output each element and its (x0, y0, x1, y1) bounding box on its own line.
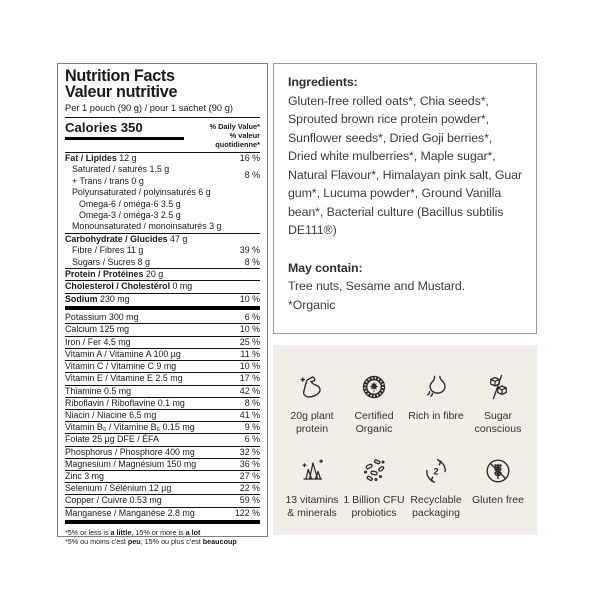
nutrient-row-thiamine: Thiamine 0.5 mg 42 % (65, 385, 260, 396)
gluten-free-icon (482, 455, 514, 487)
nutrient-row-cholesterol: Cholesterol / Cholestérol 0 mg (65, 281, 193, 292)
may-contain-heading: May contain: (288, 260, 363, 275)
badge-vitamins-minerals (281, 455, 343, 519)
ingredients-heading: Ingredients: (288, 75, 358, 89)
thick-divider (65, 520, 260, 524)
badge-plant-protein (281, 371, 343, 435)
daily-value-header-fr: % valeur quotidienne* (215, 131, 260, 149)
badge-certified-organic (343, 371, 405, 435)
nutrition-facts-label (57, 63, 268, 547)
nutrient-row-vitamin-b6: Vitamin B₆ / Vitamine B₆ 0.15 mg 9 % (65, 422, 260, 433)
badge-sugar-conscious (467, 371, 529, 435)
nutrient-row-carbohydrate: Carbohydrate / Glucides 47 g (65, 233, 188, 244)
ingredients-box (273, 63, 537, 334)
nutrient-row-vitamin-e: Vitamin E / Vitamine E 2.5 mg 17 % (65, 373, 260, 384)
nutrient-row-selenium: Selenium / Sélénium 12 µg 22 % (65, 483, 260, 494)
badge-label: Recyclable packaging (410, 494, 462, 519)
nutrient-row-protein: Protein / Protéines 20 g (65, 269, 164, 280)
nutrient-row-zinc: Zinc 3 mg 27 % (65, 470, 260, 481)
nutrient-row-potassium: Potassium 300 mg 6 % (65, 312, 260, 323)
nutrient-row-riboflavin: Riboflavin / Riboflavine 0.1 mg 8 % (65, 397, 260, 408)
nutrient-row-copper: Copper / Cuivre 0.53 mg 59 % (65, 495, 260, 506)
badge-label: 20g plant protein (290, 410, 334, 435)
nutrient-row-niacin: Niacin / Niacine 6.5 mg 41 % (65, 409, 260, 420)
nutrient-row-manganese: Manganese / Manganèse 2.8 mg 122 % (65, 507, 260, 518)
micronutrients-section (65, 312, 260, 518)
daily-value-header-en: % Daily Value* (209, 122, 260, 131)
footnote (65, 526, 260, 547)
badge-recyclable-packaging (405, 455, 467, 519)
nutrient-row-folate: Folate 25 µg DFE / ÉFA 6 % (65, 434, 260, 445)
footnote-fr: *5% ou moins c'est peu, 15% ou plus c'est beaucoup (65, 537, 237, 547)
badge-label: Rich in fibre (408, 410, 464, 422)
badge-probiotics (343, 455, 405, 519)
nutrient-row-omega6: Omega-6 / oméga-6 3.5 g (79, 198, 181, 209)
may-contain-list: Tree nuts, Sesame and Mustard. (288, 279, 465, 293)
sugar-cubes-icon (482, 371, 514, 403)
calories-row (65, 118, 260, 152)
badge-label: 13 vitamins & minerals (285, 494, 339, 519)
serving-size: Per 1 pouch (90 g) / pour 1 sachet (90 g) (65, 103, 233, 113)
footnote-en: *5% or less is a little, 15% or more is a lot (65, 527, 201, 537)
nutrient-row-sodium: Sodium 230 mg 10 % (65, 293, 260, 304)
nutrient-row-iron: Iron / Fer 4.5 mg 25 % (65, 336, 260, 347)
nutrient-row-omega3: Omega-3 / oméga-3 2.5 g (79, 210, 181, 221)
svg-text:2: 2 (433, 466, 439, 478)
bicep-icon (296, 371, 328, 403)
thick-divider (65, 306, 260, 310)
badge-label: Sugar conscious (474, 410, 522, 435)
stomach-icon (420, 371, 452, 403)
nutrient-row-calcium: Calcium 125 mg 10 % (65, 324, 260, 335)
nutrient-row-phosphorus: Phosphorus / Phosphore 400 mg 32 % (65, 446, 260, 457)
calories-value: Calories 350 (65, 121, 184, 140)
nutrient-row-sugars: Sugars / Sucres 8 g 8 % (72, 256, 260, 267)
nutrient-row-polyunsaturated: Polyunsaturated / polyinsaturés 6 g (72, 187, 211, 198)
nutrition-facts-subtitle: Valeur nutritive (65, 82, 178, 101)
nutrient-row-vitamin-c: Vitamin C / Vitamine C 9 mg 10 % (65, 361, 260, 372)
badge-gluten-free (467, 455, 529, 519)
ingredients-list: Gluten-free rolled oats*, Chia seeds*, Sprouted brown rice protein powder*, Sunflower seeds*, Dried Goji berries*, Dried white mulberries*, Maple sugar*, Natural Flavour*, Himalayan pink salt, Guar gum*, Lucuma powder*, Ground Vanilla bean*, Bacterial culture (Bacillus subtilis DE111®) (288, 93, 522, 237)
badge-label: 1 Billion CFU probiotics (343, 494, 405, 519)
badge-rich-in-fibre (405, 371, 467, 435)
nutrient-row-magnesium: Magnesium / Magnésium 150 mg 36 % (65, 458, 260, 469)
features-panel (273, 345, 537, 535)
minerals-icon (296, 455, 328, 487)
nutrient-row-saturated-trans: Saturated / saturés 1.5 g + Trans / trans 0 g 8 % (72, 164, 260, 186)
organic-seal-icon (358, 371, 390, 403)
nutrient-row-fibre: Fibre / Fibres 11 g 39 % (72, 245, 260, 256)
nutrient-row-vitamin-a: Vitamin A / Vitamine A 100 µg 11 % (65, 348, 260, 359)
nutrient-row-fat: Fat / Lipides 12 g 16 % (65, 153, 260, 163)
nutrition-facts-title: Nutrition Facts (65, 67, 175, 85)
recycle-icon (420, 455, 452, 487)
badge-label: Gluten free (472, 494, 524, 506)
nutrient-row-monounsaturated: Monounsaturated / monoinsaturés 3 g (72, 221, 222, 232)
badges-grid (273, 345, 537, 519)
daily-value-header (184, 121, 260, 149)
organic-footnote: *Organic (288, 297, 336, 312)
badge-label: Certified Organic (354, 410, 394, 435)
probiotics-icon (358, 455, 390, 487)
